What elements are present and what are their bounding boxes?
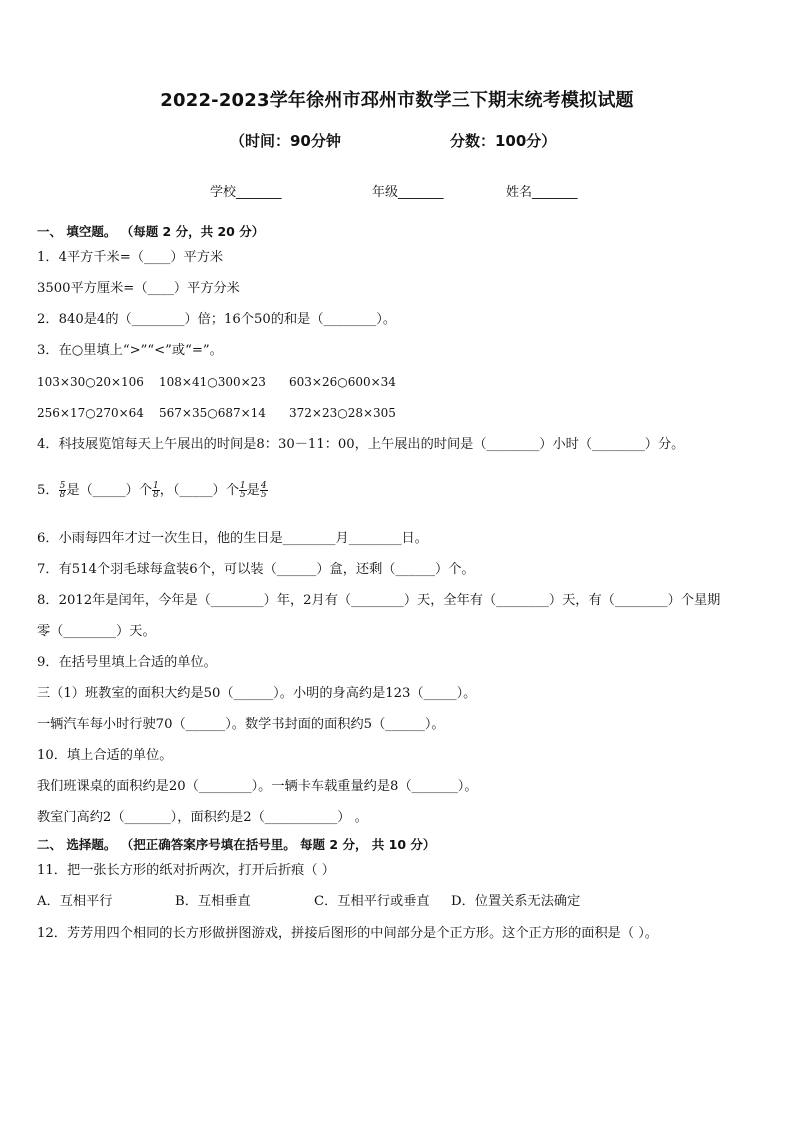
question-9: 9．在括号里填上合适的单位。 xyxy=(37,655,217,670)
grade-field: 年级_______ xyxy=(372,185,444,200)
question-5-text: 是 xyxy=(246,483,260,498)
option-a: A．互相平行 xyxy=(37,894,113,909)
question-10b: 教室门高约2（_______），面积约是2（___________） 。 xyxy=(37,810,368,825)
question-7: 7．有514个羽毛球每盒装6个，可以装（______）盒，还剩（______）个。 xyxy=(37,562,475,577)
page-title: 2022-2023学年徐州市邳州市数学三下期末统考模拟试题 xyxy=(160,90,634,111)
question-8a: 8．2012年是闰年，今年是（________）年，2月有（________）天，全年有（________）天，有（________）个星期 xyxy=(37,593,721,608)
question-6: 6．小雨每四年才过一次生日，他的生日是________月________日。 xyxy=(37,531,428,546)
comparison-item: 372×23○28×305 xyxy=(289,406,396,420)
name-field: 姓名_______ xyxy=(506,185,578,200)
option-b: B．互相垂直 xyxy=(175,894,251,909)
question-8b: 零（________）天。 xyxy=(37,624,156,639)
section-heading-choice: 二、 选择题。 （把正确答案序号填在括号里。 每题 2 分， 共 10 分） xyxy=(37,837,436,852)
question-2: 2．840是4的（________）倍；16个50的和是（________）。 xyxy=(37,312,397,327)
question-11: 11．把一张长方形的纸对折两次，打开后折痕（ ） xyxy=(37,863,335,878)
comparison-item: 256×17○270×64 xyxy=(37,406,144,420)
comparison-item: 103×30○20×106 xyxy=(37,375,144,389)
question-3: 3．在○里填上“>”“<”或“=”。 xyxy=(37,343,223,358)
question-5-text: 是（_____）个 xyxy=(66,483,153,498)
question-9b: 一辆汽车每小时行驶70（______）。数学书封面的面积约5（______）。 xyxy=(37,717,445,732)
question-5-text: ，（_____）个 xyxy=(159,483,239,498)
option-c: C．互相平行或垂直 xyxy=(314,894,430,909)
school-field: 学校_______ xyxy=(210,185,282,200)
exam-score: 分数：100分） xyxy=(450,132,557,150)
question-1a: 1．4平方千米=（____）平方米 xyxy=(37,250,224,265)
question-4: 4．科技展览馆每天上午展出的时间是8：30－11：00，上午展出的时间是（________）小时（________）分。 xyxy=(37,437,685,452)
question-9a: 三（1）班教室的面积大约是50（______）。小明的身高约是123（_____）。 xyxy=(37,686,477,701)
fraction: $\frac{4}{5}$ xyxy=(260,481,267,500)
question-1b: 3500平方厘米=（____）平方分米 xyxy=(37,281,240,296)
question-10a: 我们班课桌的面积约是20（________）。一辆卡车载重量约是8（_______）。 xyxy=(37,779,478,794)
comparison-item: 567×35○687×14 xyxy=(159,406,266,420)
question-5 xyxy=(37,482,764,500)
question-12: 12．芳芳用四个相同的长方形做拼图游戏，拼接后图形的中间部分是个正方形。这个正方形的面积是（ ）。 xyxy=(37,926,658,941)
question-10: 10．填上合适的单位。 xyxy=(37,748,173,763)
fraction: $\frac{1}{8}$ xyxy=(153,481,159,500)
fraction: $\frac{1}{5}$ xyxy=(239,481,246,500)
option-d: D．位置关系无法确定 xyxy=(451,894,581,909)
exam-time: （时间：90分钟 xyxy=(230,132,341,150)
question-5-number: 5． xyxy=(37,483,59,498)
fraction: $\frac{5}{8}$ xyxy=(59,481,66,500)
comparison-item: 108×41○300×23 xyxy=(159,375,266,389)
comparison-item: 603×26○600×34 xyxy=(289,375,396,389)
section-heading-fill-blank: 一、 填空题。 （每题 2 分，共 20 分） xyxy=(37,224,265,239)
